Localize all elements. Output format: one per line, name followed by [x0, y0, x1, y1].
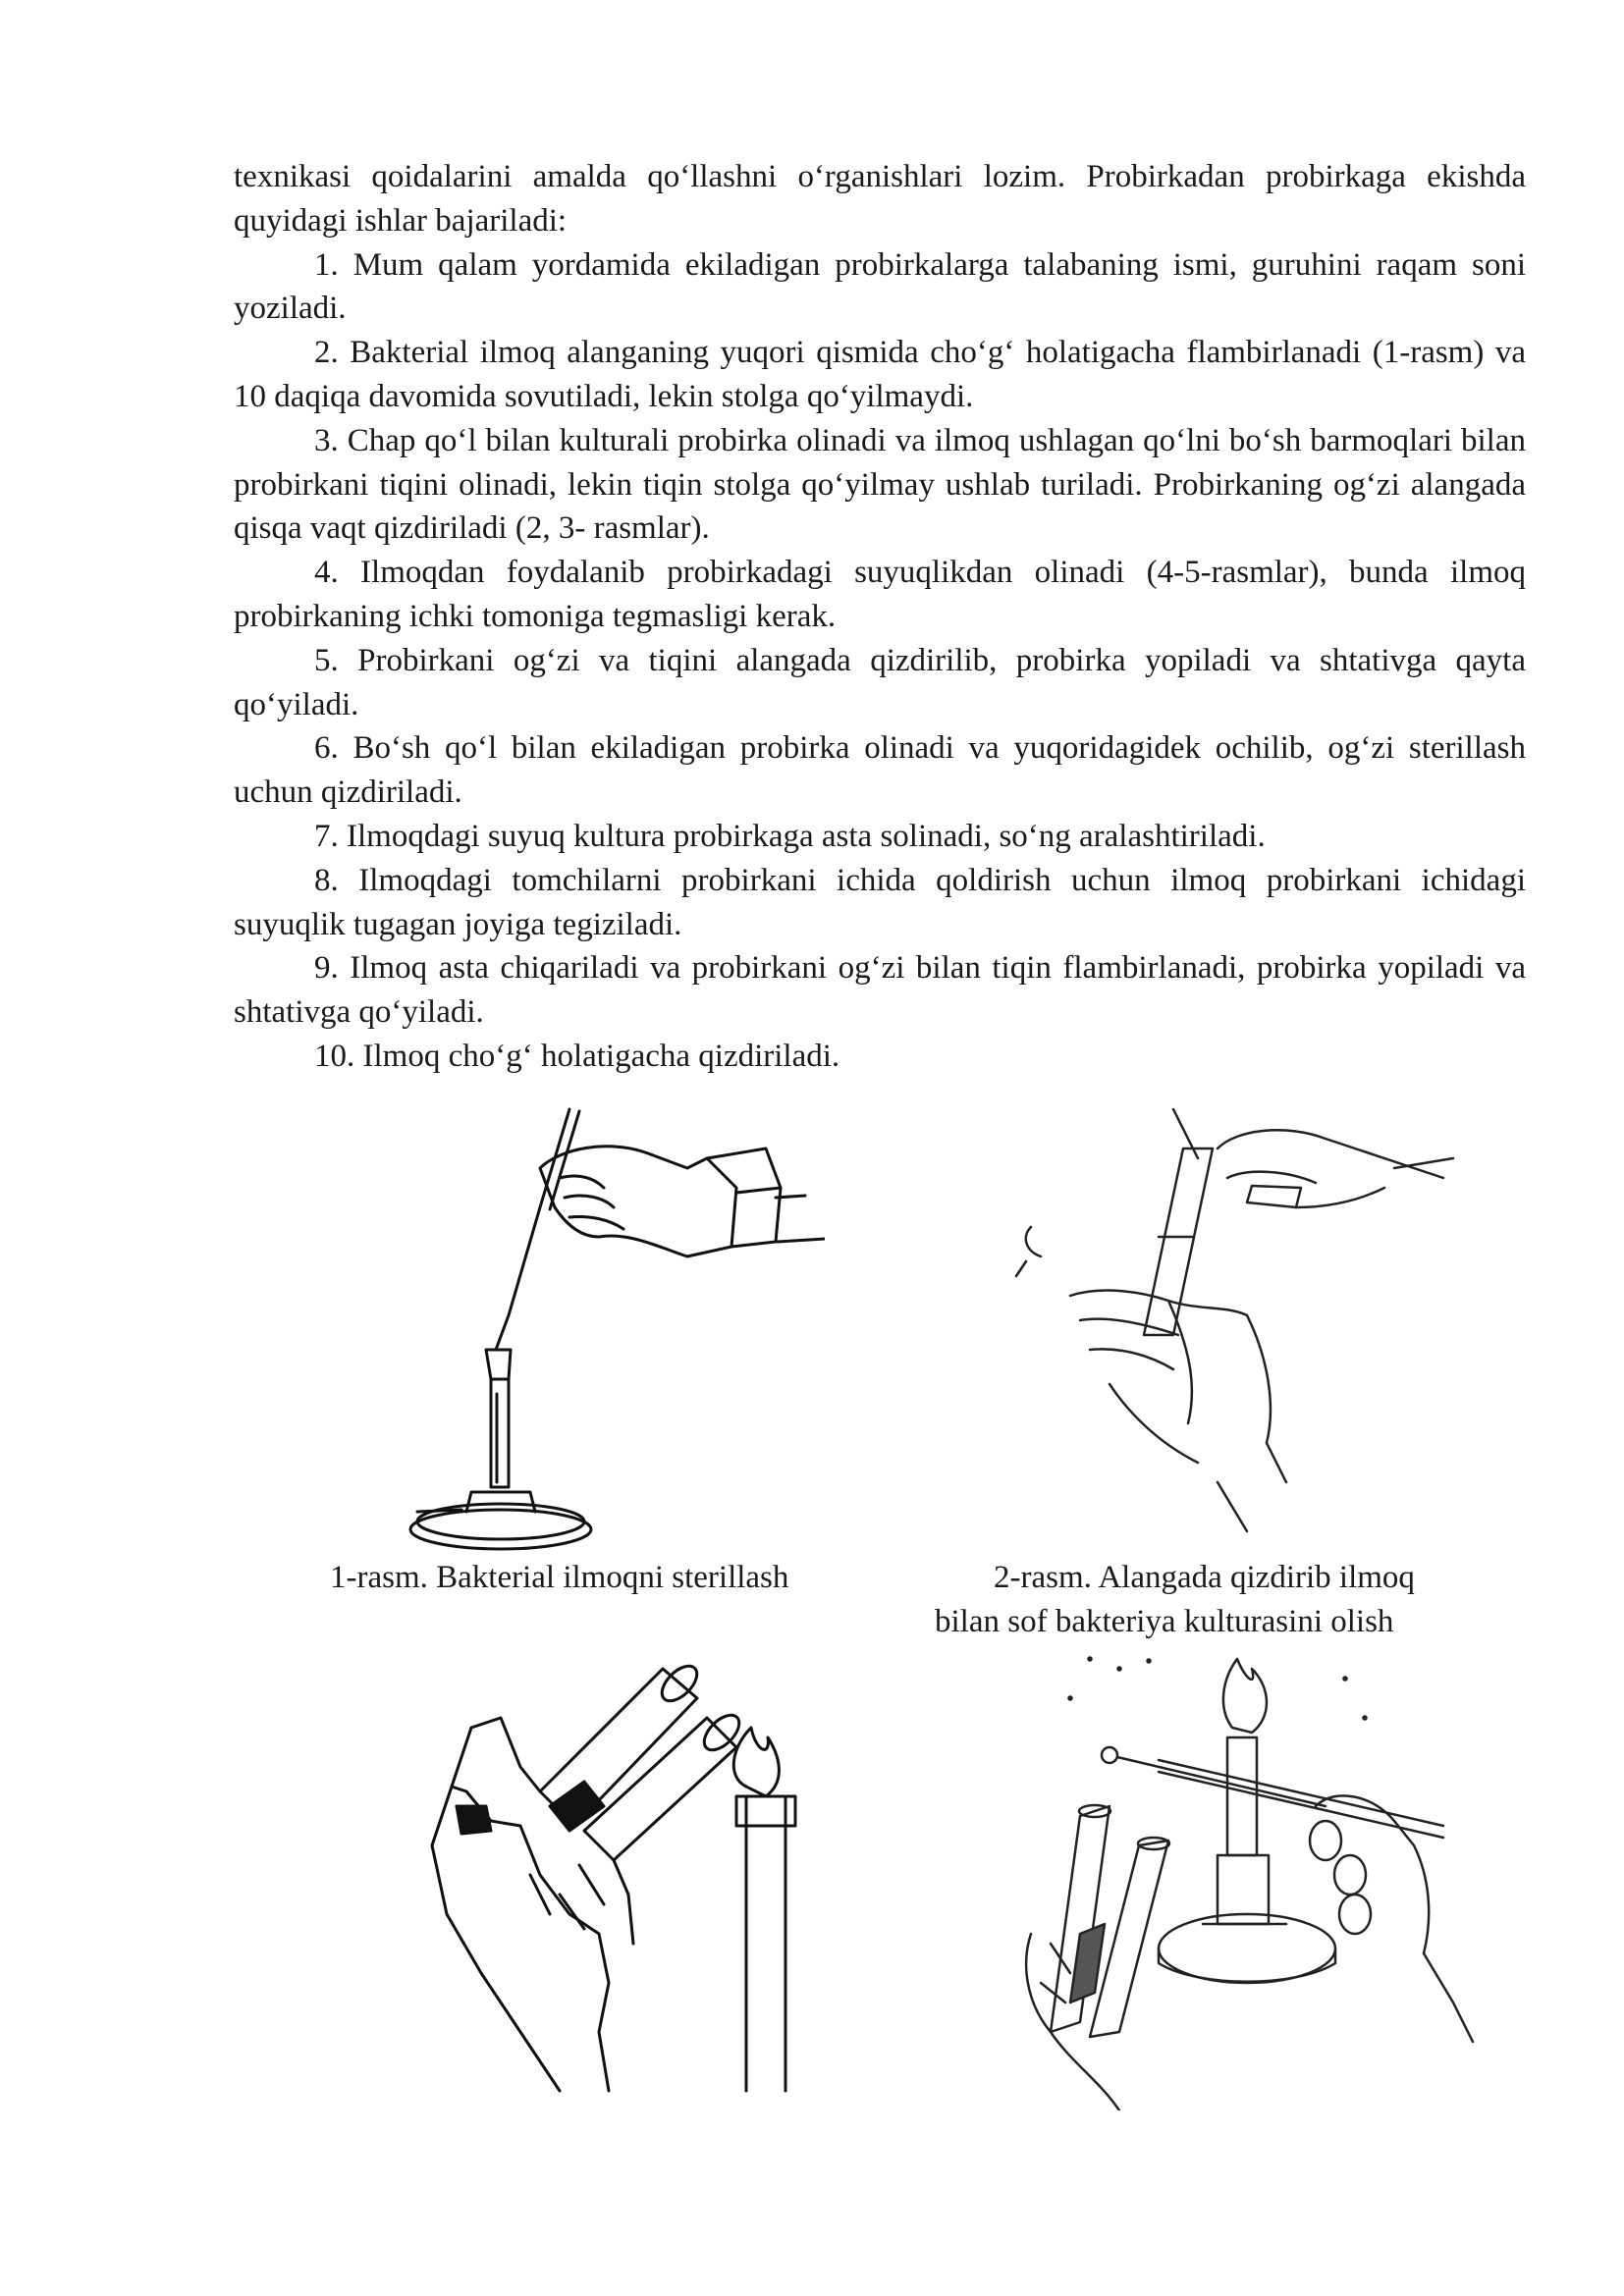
figure-4-loop-burner-tubes [1011, 1649, 1483, 2110]
paragraph-intro: texnikasi qoidalarini amalda qo‘llashni o‘rganishlari lozim. Probirkadan probirkaga ekishda quyidagi ishlar bajariladi: [234, 159, 1526, 239]
figure-1-caption: 1-rasm. Bakterial ilmoqni sterillash [330, 1560, 789, 1595]
step-10: 10. Ilmoq cho‘g‘ holatigacha qizdiriladi. [314, 1038, 840, 1074]
figure-3-hand-tubes-burner [412, 1659, 825, 2110]
step-9: 9. Ilmoq asta chiqariladi va probirkani og‘zi bilan tiqin flambirlanadi, probirka yopiladi va shtativga qo‘yiladi. [234, 950, 1526, 1031]
step-1: 1. Mum qalam yordamida ekiladigan probirkalarga talabaning ismi, guruhini raqam soni yoziladi. [234, 246, 1526, 327]
step-5: 5. Probirkani og‘zi va tiqini alangada qizdirilib, probirka yopiladi va shtativga qayta qo‘yiladi. [234, 642, 1526, 722]
step-3: 3. Chap qo‘l bilan kulturali probirka olinadi va ilmoq ushlagan qo‘lni bo‘sh barmoqlari bilan probirkani tiqini olinadi, lekin tiqin stolga qo‘yilmay ushlab turiladi. Probirkaning og‘zi alangada qisqa vaqt qizdiriladi (2, 3- rasmlar). [234, 422, 1526, 547]
figure-2-caption-line1: 2-rasm. Alangada qizdirib ilmoq [994, 1560, 1415, 1595]
step-2: 2. Bakterial ilmoq alanganing yuqori qismida cho‘g‘ holatigacha flambirlanadi (1-rasm) va 10 daqiqa davomida sovutiladi, lekin stolga qo‘yilmaydi. [234, 335, 1526, 414]
figure-2-tube-culture [1001, 1090, 1483, 1551]
figure-1-loop-sterilization [393, 1099, 825, 1551]
step-6: 6. Bo‘sh qo‘l bilan ekiladigan probirka olinadi va yuqoridagidek ochilib, og‘zi sterillash uchun qizdiriladi. [234, 730, 1526, 811]
figure-2-caption-line2: bilan sof bakteriya kulturasini olish [935, 1604, 1394, 1639]
step-8: 8. Ilmoqdagi tomchilarni probirkani ichida qoldirish uchun ilmoq probirkani ichidagi suyuqlik tugagan joyiga tegiziladi. [234, 862, 1526, 942]
body-text [234, 155, 1526, 1079]
step-4: 4. Ilmoqdan foydalanib probirkadagi suyuqlikdan olinadi (4-5-rasmlar), bunda ilmoq probirkaning ichki tomoniga tegmasligi kerak. [234, 555, 1526, 634]
step-7: 7. Ilmoqdagi suyuq kultura probirkaga asta solinadi, so‘ng aralashtiriladi. [314, 818, 1266, 854]
